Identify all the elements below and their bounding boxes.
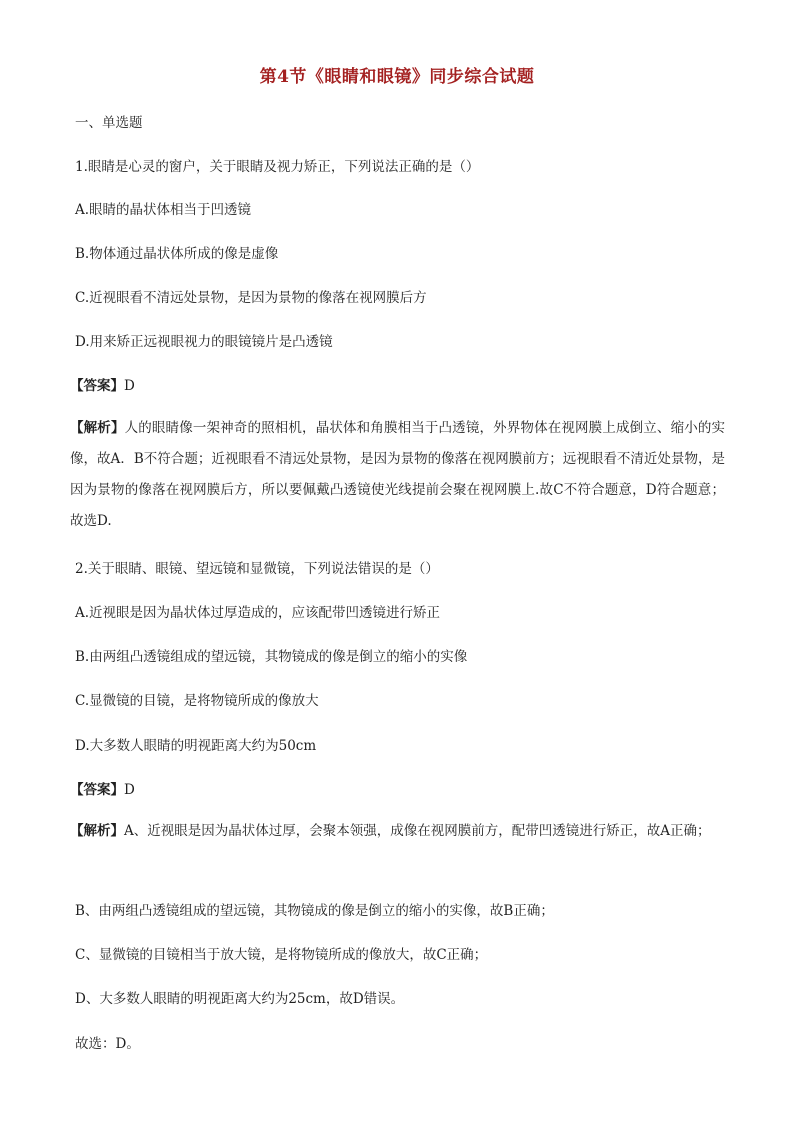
question-2-analysis-line-3: C、显微镜的目镜相当于放大镜，是将物镜所成的像放大，故C正确；: [75, 947, 488, 963]
answer-value: D: [124, 782, 135, 798]
question-2-analysis-line-4: D、大多数人眼睛的明视距离大约为25cm，故D错误。: [75, 991, 405, 1007]
answer-value: D: [124, 378, 135, 394]
question-1-stem: 1.眼睛是心灵的窗户，关于眼睛及视力矫正，下列说法正确的是（）: [75, 159, 480, 175]
question-2-option-a: A.近视眼是因为晶状体过厚造成的，应该配带凹透镜进行矫正: [75, 605, 441, 621]
question-1-option-d: D.用来矫正远视眼视力的眼镜镜片是凸透镜: [75, 334, 333, 350]
question-1-option-a: A.眼睛的晶状体相当于凹透镜: [75, 202, 252, 218]
analysis-text: A、近视眼是因为晶状体过厚，会聚本领强，成像在视网膜前方，配带凹透镜进行矫正，故A正确；: [124, 823, 711, 839]
analysis-label: 【解析】: [70, 420, 125, 436]
analysis-label: 【解析】: [70, 823, 124, 839]
answer-label: 【答案】: [70, 378, 124, 394]
question-2-analysis-line-2: B、由两组凸透镜组成的望远镜，其物镜成的像是倒立的缩小的实像，故B正确；: [75, 903, 554, 919]
document-title: 第4节《眼睛和眼镜》同步综合试题: [259, 67, 535, 87]
analysis-text: 人的眼睛像一架神奇的照相机，晶状体和角膜相当于凸透镜，外界物体在视网膜上成倒立、缩小的实像，故A．B不符合题；近视眼看不清远处景物，是因为景物的像落在视网膜前方；远视眼看不清近处景物，是因为景物的像落在视网膜后方，所以要佩戴凸透镜使光线提前会聚在视网膜上.故C不符合题意，D符合题意；故选D.: [70, 420, 726, 529]
section-heading: 一、单选题: [75, 115, 143, 131]
question-2-analysis-line-1: [70, 816, 725, 847]
question-2-answer: [70, 779, 720, 801]
question-1-analysis: [70, 413, 725, 537]
question-2-option-c: C.显微镜的目镜，是将物镜所成的像放大: [75, 693, 319, 709]
question-2-option-d: D.大多数人眼睛的明视距离大约为50cm: [75, 738, 317, 754]
question-2-stem: 2.关于眼睛、眼镜、望远镜和显微镜，下列说法错误的是（）: [75, 561, 439, 577]
question-1-option-b: B.物体通过晶状体所成的像是虚像: [75, 246, 279, 262]
question-1-answer: [70, 375, 720, 397]
question-2-conclusion: 故选：D。: [75, 1036, 140, 1052]
question-2-option-b: B.由两组凸透镜组成的望远镜，其物镜成的像是倒立的缩小的实像: [75, 649, 468, 665]
answer-label: 【答案】: [70, 782, 124, 798]
question-1-option-c: C.近视眼看不清远处景物，是因为景物的像落在视网膜后方: [75, 290, 427, 306]
